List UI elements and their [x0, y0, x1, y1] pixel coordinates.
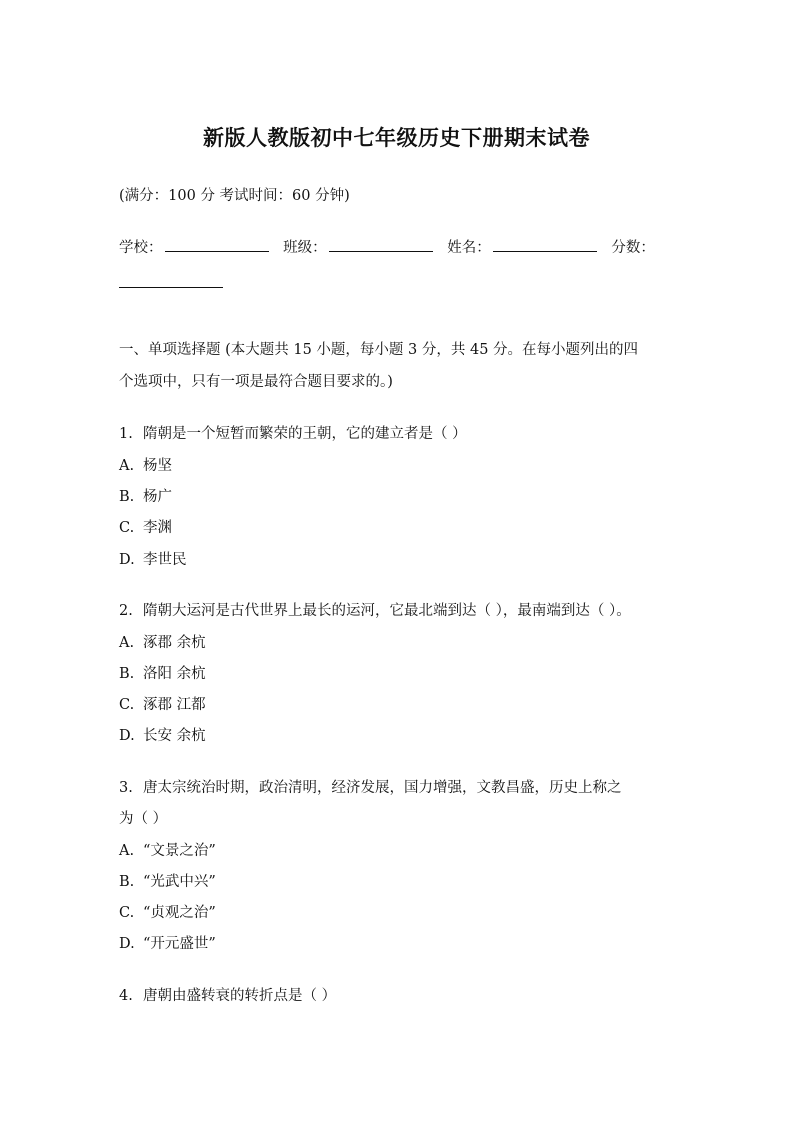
field-score: [611, 240, 655, 256]
option-letter: C.: [119, 520, 135, 536]
option-text: 杨坚: [143, 458, 172, 474]
option-letter: B.: [119, 489, 135, 505]
option-letter: A.: [119, 843, 135, 859]
field-school: [119, 240, 275, 256]
exam-meta: (满分：100 分 考试时间：60 分钟): [119, 188, 350, 204]
option-letter: A.: [119, 458, 135, 474]
option-text: 涿郡 余杭: [143, 635, 206, 651]
option-letter: D.: [119, 936, 135, 952]
question-1-option-b[interactable]: [119, 487, 172, 507]
field-score-blank[interactable]: [119, 286, 223, 288]
option-text: “贞观之治”: [143, 905, 216, 921]
question-3-cont: 为（ ）: [119, 811, 168, 827]
field-score-label: 分数：: [611, 240, 655, 256]
section-heading-line2: 个选项中，只有一项是最符合题目要求的。): [119, 374, 393, 390]
field-school-label: 学校：: [119, 240, 163, 256]
option-letter: B.: [119, 874, 135, 890]
option-letter: C.: [119, 697, 135, 713]
option-letter: D.: [119, 728, 135, 744]
question-number: 2.: [119, 603, 133, 619]
question-3-option-a[interactable]: [119, 841, 216, 861]
question-2-option-a[interactable]: [119, 633, 206, 653]
question-1-option-d[interactable]: [119, 550, 187, 570]
question-1-option-a[interactable]: [119, 456, 172, 476]
field-class-blank[interactable]: [329, 239, 433, 252]
option-letter: D.: [119, 552, 135, 568]
field-name-blank[interactable]: [493, 239, 597, 252]
question-text: 隋朝大运河是古代世界上最长的运河，它最北端到达（ ），最南端到达（ ）。: [143, 603, 631, 619]
option-text: 涿郡 江都: [143, 697, 206, 713]
question-text: 唐朝由盛转衰的转折点是（ ）: [143, 988, 337, 1004]
field-class: [283, 240, 439, 256]
option-text: “光武中兴”: [143, 874, 216, 890]
question-3-option-b[interactable]: [119, 872, 216, 892]
field-name-label: 姓名：: [447, 240, 491, 256]
option-text: “文景之治”: [143, 843, 216, 859]
field-school-blank[interactable]: [165, 239, 269, 252]
option-letter: B.: [119, 666, 135, 682]
exam-title: 新版人教版初中七年级历史下册期末试卷: [203, 125, 590, 150]
question-3-option-c[interactable]: [119, 903, 216, 923]
question-2-option-b[interactable]: [119, 664, 206, 684]
info-fields: [119, 238, 655, 258]
question-2-option-d[interactable]: [119, 726, 206, 746]
question-2: [119, 601, 631, 621]
option-text: 李世民: [143, 552, 187, 568]
question-number: 4.: [119, 988, 133, 1004]
option-text: 李渊: [143, 520, 172, 536]
question-text: 隋朝是一个短暂而繁荣的王朝，它的建立者是（ ）: [143, 426, 467, 442]
option-letter: C.: [119, 905, 135, 921]
question-3: [119, 778, 622, 798]
option-text: “开元盛世”: [143, 936, 216, 952]
option-letter: A.: [119, 635, 135, 651]
question-number: 3.: [119, 780, 133, 796]
question-1-option-c[interactable]: [119, 518, 172, 538]
option-text: 洛阳 余杭: [143, 666, 206, 682]
question-text: 唐太宗统治时期，政治清明，经济发展，国力增强，文教昌盛，历史上称之: [143, 780, 622, 796]
question-2-option-c[interactable]: [119, 695, 206, 715]
field-name: [447, 240, 603, 256]
question-4: [119, 986, 336, 1006]
question-3-option-d[interactable]: [119, 934, 216, 954]
question-number: 1.: [119, 426, 133, 442]
field-class-label: 班级：: [283, 240, 327, 256]
section-heading-line1: 一、单项选择题 (本大题共 15 小题，每小题 3 分，共 45 分。在每小题列出的四: [119, 342, 639, 358]
option-text: 长安 余杭: [143, 728, 206, 744]
question-1: [119, 424, 467, 444]
option-text: 杨广: [143, 489, 172, 505]
